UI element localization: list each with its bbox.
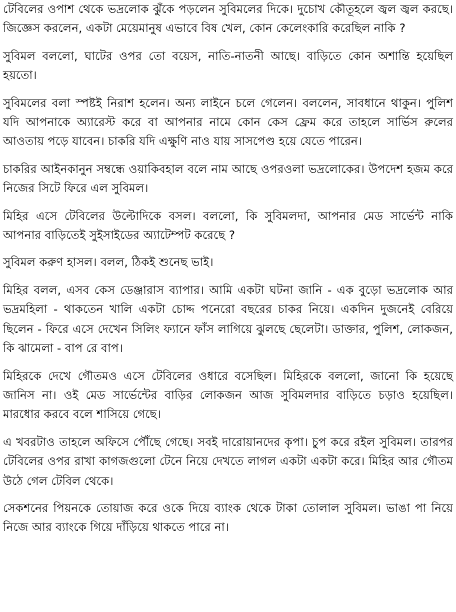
paragraph-6: সুবিমল করুণ হাসল। বলল, ঠিকই শুনেছ ভাই। xyxy=(3,255,214,270)
paragraph-gap xyxy=(3,425,453,433)
paragraph-gap xyxy=(3,491,453,499)
paragraph-gap xyxy=(3,152,453,160)
paragraph-2: সুবিমল বললো, ঘাটের ওপর তো বয়েস, নাতি-নাতনী আছে। বাড়িতে কোন অশান্তি হয়েছিল হয়তো। xyxy=(3,48,453,83)
paragraph-3: সুবিমলের বলা স্পষ্টই নিরাশ হলেন। অন্য লাইনে চলে গেলেন। বললেন, সাবধানে থাকুন। পুলিশ যদি আপনাকে অ্যারেস্ট করে বা আপনার নামে কোন কেস ফ্রেম করে তাহলে সার্ভিস রুলের আওতায় পড়ে যাবেন। চাকরি যদি এক্ষুণি নাও যায় সাসপেণ্ড হয়ে যেতে পারেন। xyxy=(3,95,453,149)
paragraph-gap xyxy=(3,359,453,367)
paragraph-8: মিহিরকে দেখে গৌতমও এসে টেবিলের ওধারে বসেছিল। মিহিরকে বললো, জানো কি হয়েছে জানিস না। ওই মেড সার্ভেন্টের বাড়ির লোকজন আজ সুবিমলদার বাড়িতে চড়াও হয়েছিল। মারধোর করবে বলে শাসিয়ে গেছে। xyxy=(3,368,453,422)
paragraph-9: এ খবরটাও তাহলে অফিসে পৌঁছে গেছে। সবই দারোয়ানদের কৃপা। চুপ করে রইল সুবিমল। তারপর টেবিলের ওপর রাখা কাগজগুলো টেনে নিয়ে দেখতে লাগল একটা একটা করে। মিহির আর গৌতম উঠে গেল টেবিল থেকে। xyxy=(3,434,453,488)
paragraph-1: টেবিলের ওপাশ থেকে ভদ্রলোক ঝুঁকে পড়লেন সুবিমলের দিকে। দুচোখ কৌতূহলে জ্বল জ্বল করছে। জিজ্ঞেস করলেন, একটা মেয়েমানুষ এভাবে বিষ খেল, কোন কেলেংকারি করেছিল নাকি ? xyxy=(3,2,453,36)
paragraph-gap xyxy=(3,199,453,207)
paragraph-10: সেকশনের পিয়নকে তোয়াজ করে ওকে দিয়ে ব্যাংক থেকে টাকা তোলাল সুবিমল। ভাঙা পা নিয়ে নিজে আর ব্যাংকে গিয়ে দাঁড়িয়ে থাকতে পারে না। xyxy=(3,500,453,535)
paragraph-gap xyxy=(3,273,453,281)
paragraph-4: চাকরির আইনকানুন সম্বন্ধে ওয়াকিবহাল বলে নাম আছে ওপরওলা ভদ্রলোকের। উপদেশ হজম করে নিজের সিটে ফিরে এল সুবিমল। xyxy=(3,161,453,196)
paragraph-7: মিহির বলল, এসব কেস ডেঞ্জারাস ব্যাপার। আমি একটা ঘটনা জানি - এক বুড়ো ভদ্রলোক আর ভদ্রমহিলা - থাকতেন খালি একটা চোদ্দ পনেরো বছরের চাকর নিয়ে। একদিন দুজনেই বেরিয়ে ছিলেন - ফিরে এসে দেখেন সিলিং ফ্যানে ফাঁস লাগিয়ে ঝুলছে ছেলেটা। ডাক্তার, পুলিশ, লোকজন, কি ঝামেলা - বাপ রে বাপ। xyxy=(3,282,453,356)
paragraph-5: মিহির এসে টেবিলের উল্টোদিকে বসল। বললো, কি সুবিমলদা, আপনার মেড সার্ভেন্ট নাকি আপনার বাড়িতেই সুইসাইডের অ্যাটেম্পট করেছে ? xyxy=(3,208,453,243)
paragraph-gap xyxy=(3,86,453,94)
paragraph-gap xyxy=(3,245,453,253)
paragraph-gap xyxy=(3,39,453,47)
